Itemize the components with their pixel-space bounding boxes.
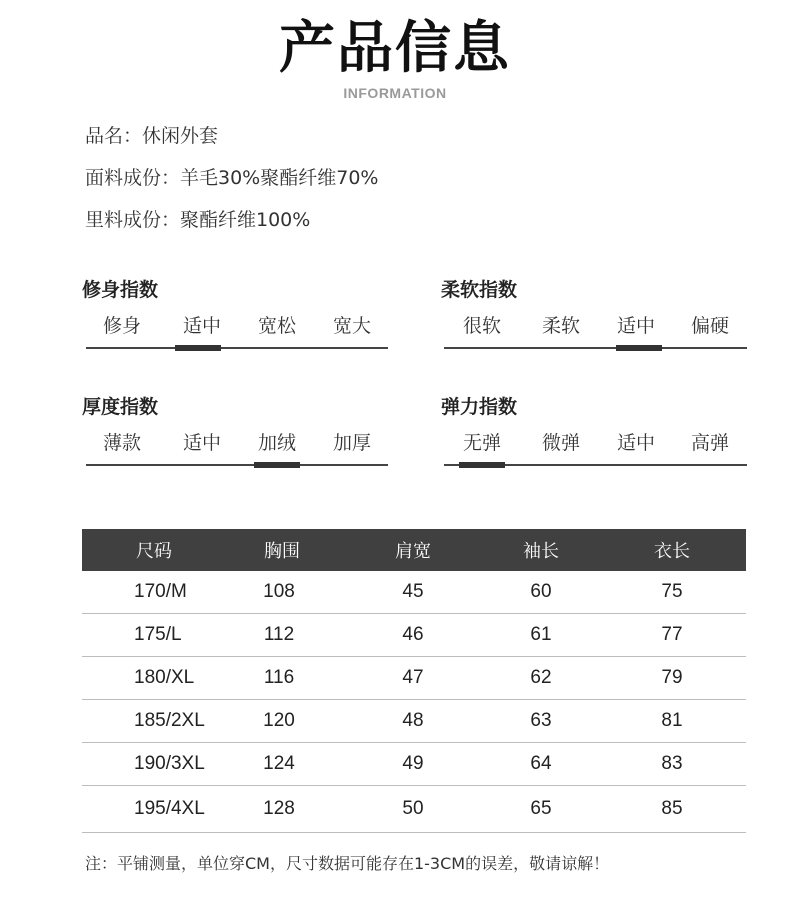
fit-selected-marker bbox=[175, 345, 221, 351]
cell-chest: 124 bbox=[263, 753, 295, 774]
cell-shoulder: 49 bbox=[402, 753, 424, 774]
fit-option: 修身 bbox=[102, 315, 141, 337]
cell-length: 83 bbox=[661, 753, 683, 774]
thickness-option: 适中 bbox=[182, 432, 221, 454]
thickness-option: 加厚 bbox=[332, 432, 371, 454]
thickness-index-options bbox=[82, 424, 388, 476]
softness-option: 适中 bbox=[616, 315, 655, 337]
table-row bbox=[82, 614, 746, 657]
cell-size: 175/L bbox=[134, 624, 182, 645]
cell-chest: 108 bbox=[263, 581, 295, 602]
cell-sleeve: 64 bbox=[530, 753, 552, 774]
elasticity-index-title: 弹力指数 bbox=[441, 396, 518, 418]
header-sleeve: 袖长 bbox=[523, 541, 559, 562]
softness-option: 很软 bbox=[462, 315, 501, 337]
softness-index bbox=[441, 276, 747, 359]
cell-shoulder: 48 bbox=[402, 710, 424, 731]
thickness-scale-line bbox=[86, 464, 388, 466]
softness-index-options bbox=[441, 307, 747, 359]
cell-chest: 112 bbox=[263, 624, 295, 645]
info-product-name: 品名：休闲外套 bbox=[85, 125, 219, 147]
table-row bbox=[82, 571, 746, 614]
cell-chest: 116 bbox=[263, 667, 295, 688]
cell-sleeve: 65 bbox=[530, 798, 552, 819]
cell-length: 75 bbox=[661, 581, 683, 602]
fit-option: 适中 bbox=[182, 315, 221, 337]
cell-sleeve: 62 bbox=[530, 667, 552, 688]
cell-length: 85 bbox=[661, 798, 683, 819]
elasticity-option: 微弹 bbox=[541, 432, 580, 454]
fit-index-title: 修身指数 bbox=[82, 279, 159, 301]
thickness-index bbox=[82, 393, 388, 476]
elasticity-option: 适中 bbox=[616, 432, 655, 454]
fit-scale-line bbox=[86, 347, 388, 349]
thickness-index-title: 厚度指数 bbox=[82, 396, 159, 418]
fit-index-options bbox=[82, 307, 388, 359]
cell-length: 77 bbox=[661, 624, 683, 645]
thickness-option: 加绒 bbox=[257, 432, 296, 454]
thickness-selected-marker bbox=[254, 462, 300, 468]
cell-size: 195/4XL bbox=[134, 798, 205, 819]
cell-shoulder: 45 bbox=[402, 581, 424, 602]
fit-option: 宽松 bbox=[257, 315, 296, 337]
header-length: 衣长 bbox=[654, 541, 690, 562]
table-header bbox=[82, 529, 746, 571]
softness-option: 偏硬 bbox=[690, 315, 729, 337]
measurement-note: 注：平铺测量，单位穿CM，尺寸数据可能存在1-3CM的误差，敬请谅解！ bbox=[85, 854, 610, 873]
elasticity-option: 高弹 bbox=[690, 432, 729, 454]
softness-scale-line bbox=[444, 347, 747, 349]
page-subtitle: INFORMATION bbox=[343, 85, 447, 101]
cell-chest: 128 bbox=[263, 798, 295, 819]
info-lining: 里料成份：聚酯纤维100% bbox=[85, 209, 311, 231]
size-table bbox=[82, 529, 746, 833]
header-size: 尺码 bbox=[136, 541, 172, 562]
fit-index bbox=[82, 276, 388, 359]
cell-size: 185/2XL bbox=[134, 710, 205, 731]
cell-chest: 120 bbox=[263, 710, 295, 731]
softness-selected-marker bbox=[616, 345, 662, 351]
cell-sleeve: 60 bbox=[530, 581, 552, 602]
cell-shoulder: 46 bbox=[402, 624, 424, 645]
cell-length: 79 bbox=[661, 667, 683, 688]
table-row bbox=[82, 700, 746, 743]
cell-size: 190/3XL bbox=[134, 753, 205, 774]
softness-option: 柔软 bbox=[541, 315, 580, 337]
table-row bbox=[82, 657, 746, 700]
cell-shoulder: 50 bbox=[402, 798, 424, 819]
thickness-option: 薄款 bbox=[102, 432, 141, 454]
cell-shoulder: 47 bbox=[402, 667, 424, 688]
table-row bbox=[82, 743, 746, 786]
fit-option: 宽大 bbox=[332, 315, 371, 337]
table-row bbox=[82, 786, 746, 833]
cell-length: 81 bbox=[661, 710, 683, 731]
cell-size: 180/XL bbox=[134, 667, 195, 688]
header-shoulder: 肩宽 bbox=[395, 541, 431, 562]
elasticity-selected-marker bbox=[459, 462, 505, 468]
elasticity-index bbox=[441, 393, 747, 476]
header-chest: 胸围 bbox=[264, 541, 300, 562]
info-fabric: 面料成份：羊毛30%聚酯纤维70% bbox=[85, 167, 379, 189]
elasticity-index-options bbox=[441, 424, 747, 476]
softness-index-title: 柔软指数 bbox=[441, 279, 518, 301]
cell-size: 170/M bbox=[134, 581, 187, 602]
elasticity-option: 无弹 bbox=[462, 432, 501, 454]
cell-sleeve: 63 bbox=[530, 710, 552, 731]
page-title: 产品信息 bbox=[279, 16, 511, 81]
cell-sleeve: 61 bbox=[530, 624, 552, 645]
